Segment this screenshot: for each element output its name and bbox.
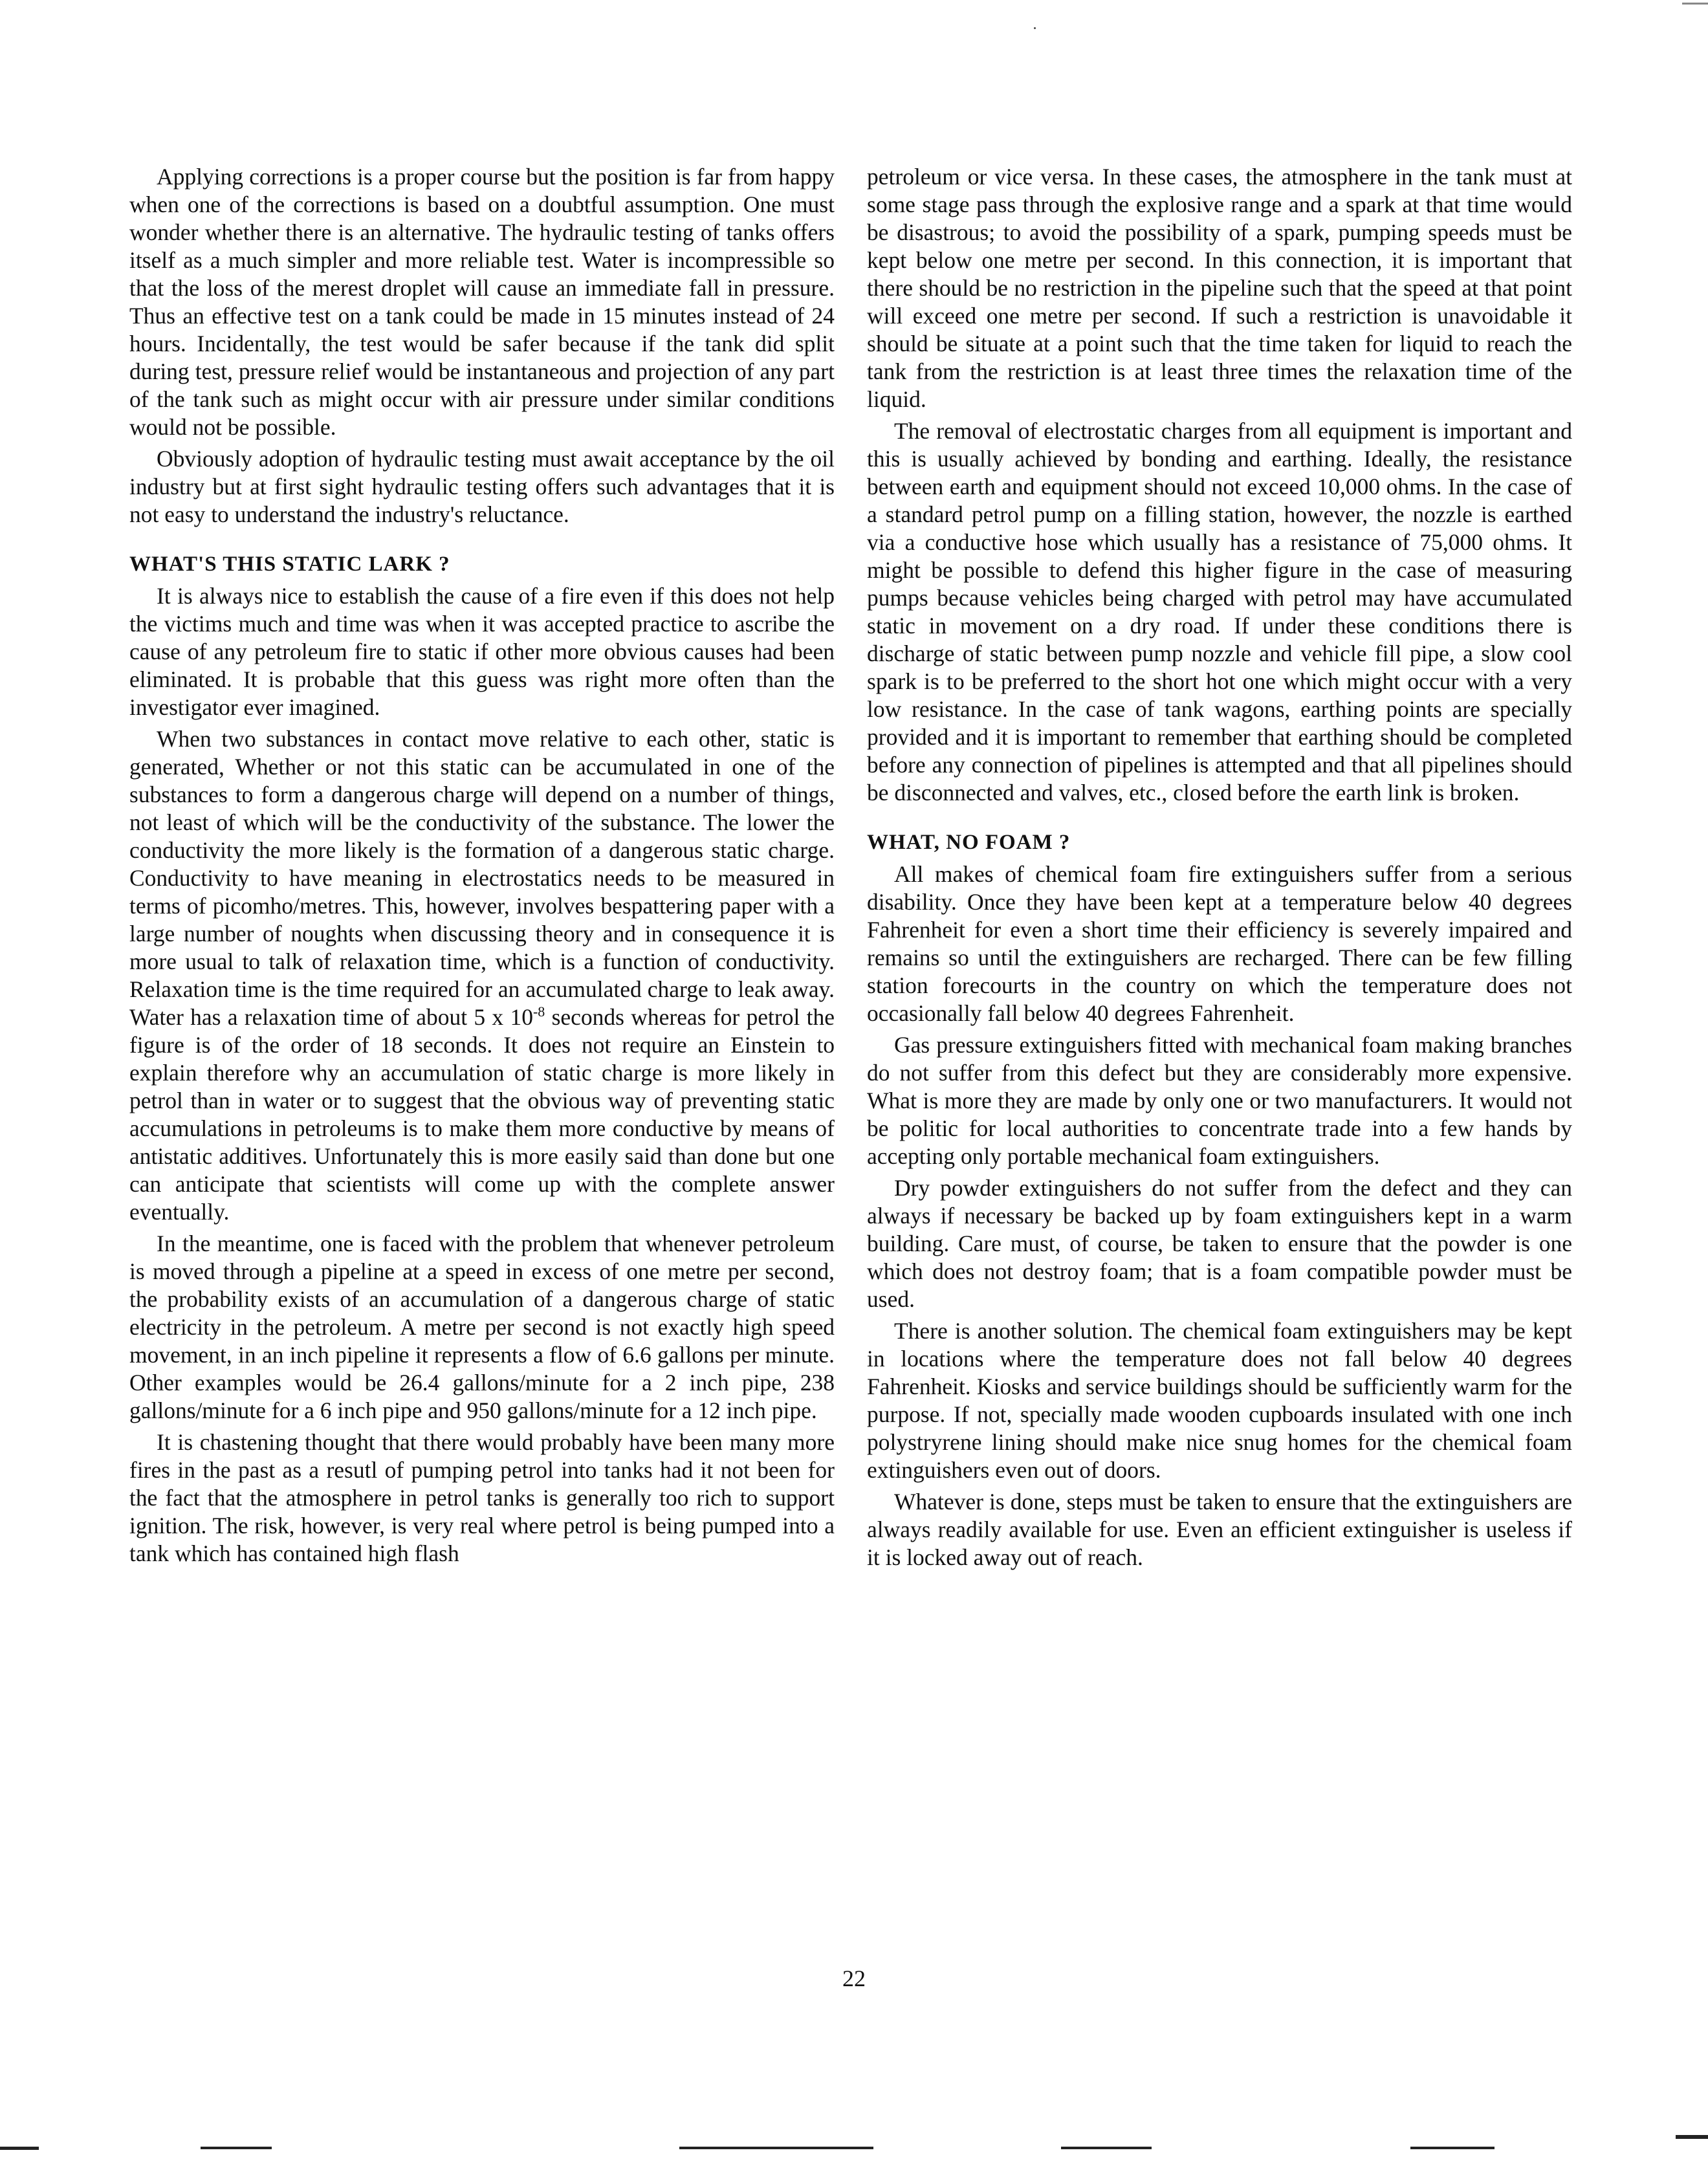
paragraph-dry-powder: Dry powder extinguishers do not suffer from the defect and they can always if necessary be backed up by foam extinguishers kept in a warm building. Care must, of course, be taken to ensure that the powder is one which does not destroy foam; that is a foam compatible powder must be used. [867, 1175, 1572, 1312]
paragraph-static-cause: It is always nice to establish the cause of a fire even if this does not help the victims much and time was when it was accepted practice to ascribe the cause of any petroleum fire to static if other more obvious causes had been eliminated. It is probable that this guess was right more often than the investigator ever imagined. [129, 583, 835, 720]
paragraph-petrol-tanks: It is chastening thought that there would probably have been many more fires in the past as a resutl of pumping petrol into tanks had it not been for the fact that the atmosphere in petrol tanks is generally too rich to support ignition. The risk, however, is very real where petrol is being pumped into a tank which has contained high flash [129, 1429, 835, 1566]
paragraph-another-solution: There is another solution. The chemical foam extinguishers may be kept in locations where the temperature does not fall below 40 degrees Fahrenheit. Kiosks and service buildings should be sufficiently warm for the purpose. If not, specially made wooden cupboards insulated with one inch polystryrene lining should make nice snug homes for the chemical foam extinguishers even out of doors. [867, 1318, 1572, 1483]
paragraph-pipeline-speed: In the meantime, one is faced with the problem that whenever petroleum is moved through a pipeline at a speed in excess of one metre per second, the probability exists of an accumulation of a dangerous charge of static electricity in the petroleum. A metre per second is not exactly high speed movement, in an inch pipeline it represents a flow of 6.6 gallons per minute. Other examples would be 26.4 gallons/minute for a 2 inch pipe, 238 gallons/minute for a 6 inch pipe and 950 gallons/minute for a 12 inch pipe. [129, 1231, 835, 1423]
scan-edge-mark [679, 2147, 873, 2149]
left-column [129, 163, 835, 1571]
paragraph-static-continued: petroleum or vice versa. In these cases, the atmosphere in the tank must at some stage pass through the explosive range and a spark at that time would be disastrous; to avoid the possibility of a spark, pumping speeds must be kept below one metre per second. In this connection, it is important that there should be no restriction in the pipeline such that the speed at that point will exceed one metre per second. If such a restriction is unavoidable it should be situate at a point such that the time taken for liquid to reach the tank from the restriction is at least three times the relaxation time of the liquid. [867, 164, 1572, 412]
scan-edge-mark [1410, 2147, 1494, 2149]
static-conductivity-text: When two substances in contact move relative to each other, static is generated, Whether or not this static can be accumulated in one of the substances to form a dangerous charge will depend on a number of things, not least of which will be the conductivity of the substance. The lower the conductivity the more likely is the formation of a dangerous static charge. Conductivity to have meaning in electrostatics needs to be measured in terms of picomho/metres. This, however, involves bespattering paper with a large number of noughts when discussing theory and in consequence it is more usual to talk of relaxation time, which is a function of conductivity. Relaxation time is the time required for an accumulated charge to leak away. Water has a relaxation time of about 5 x 10 [129, 726, 835, 1030]
scan-edge-mark [0, 2147, 39, 2150]
scan-edge-mark [201, 2147, 272, 2149]
paragraph-hydraulic-acceptance: Obviously adoption of hydraulic testing must await acceptance by the oil industry but at first sight hydraulic testing offers such advantages that it is not easy to understand the industry's reluctance. [129, 446, 835, 527]
heading-no-foam: WHAT, NO FOAM ? [867, 831, 1071, 854]
right-column [867, 163, 1572, 1575]
exponent: -8 [532, 1003, 545, 1020]
scan-edge-mark [1676, 2135, 1708, 2139]
paragraph-hydraulic-testing: Applying corrections is a proper course but the position is far from happy when one of the corrections is based on a doubtful assumption. One must wonder whether there is an alternative. The hydraulic testing of tanks offers itself as a much simpler and more reliable test. Water is incompressible so that the loss of the merest droplet will cause an immediate fall in pressure. Thus an effective test on a tank could be made in 15 minutes instead of 24 hours. Incidentally, the test would be safer because if the tank did split during test, pressure relief would be instantaneous and projection of any part of the tank such as might occur with air pressure under similar conditions would not be possible. [129, 164, 835, 440]
scan-edge-mark [1682, 3, 1708, 5]
static-conductivity-text-cont: seconds whereas for petrol the figure is of the order of 18 seconds. It does not require an Einstein to explain therefore why an accumulation of static charge is more likely in petrol than in water or to suggest that the obvious way of preventing static accumulations in petroleums is to make them more conductive by means of antistatic additives. Unfortunately this is more easily said than done but one can anticipate that scientists will come up with the complete answer eventually. [129, 1004, 835, 1225]
heading-static-lark: WHAT'S THIS STATIC LARK ? [129, 553, 450, 576]
paragraph-gas-pressure: Gas pressure extinguishers fitted with mechanical foam making branches do not suffer from this defect but they are considerably more expensive. What is more they are made by only one or two manufacturers. It would not be politic for local authorities to concentrate trade into a few hands by accepting only portable mechanical foam extinguishers. [867, 1032, 1572, 1169]
paragraph-whatever-is-done: Whatever is done, steps must be taken to ensure that the extinguishers are always readily available for use. Even an efficient extinguisher is useless if it is locked away out of reach. [867, 1489, 1572, 1570]
scan-speck [1034, 27, 1036, 29]
scan-edge-mark [1061, 2147, 1152, 2149]
paragraph-earthing: The removal of electrostatic charges from all equipment is important and this is usually achieved by bonding and earthing. Ideally, the resistance between earth and equipment should not exceed 10,000 ohms. In the case of a standard petrol pump on a filling station, however, the nozzle is earthed via a conductive hose which usually has a resistance of 75,000 ohms. It might be possible to defend this higher figure in the case of measuring pumps because vehicles being charged with petrol may have accumulated static in movement on a dry road. If under these conditions there is discharge of static between pump nozzle and vehicle fill pipe, a slow cool spark is to be preferred to the short hot one which might occur with a very low resistance. In the case of tank wagons, earthing points are specially provided and it is important to remember that earthing should be completed before any connection of pipelines is attempted and that all pipelines should be disconnected and valves, etc., closed before the earth link is broken. [867, 418, 1572, 805]
paragraph-static-conductivity [129, 725, 835, 1226]
page-number: 22 [842, 1965, 866, 1991]
paragraph-chemical-foam: All makes of chemical foam fire extinguishers suffer from a serious disability. Once they have been kept at a temperature below 40 degrees Fahrenheit for even a short time their efficiency is severely impaired and remains so until the extinguishers are recharged. There can be few filling station forecourts in the country on which the temperature does not occasionally fall below 40 degrees Fahrenheit. [867, 861, 1572, 1026]
